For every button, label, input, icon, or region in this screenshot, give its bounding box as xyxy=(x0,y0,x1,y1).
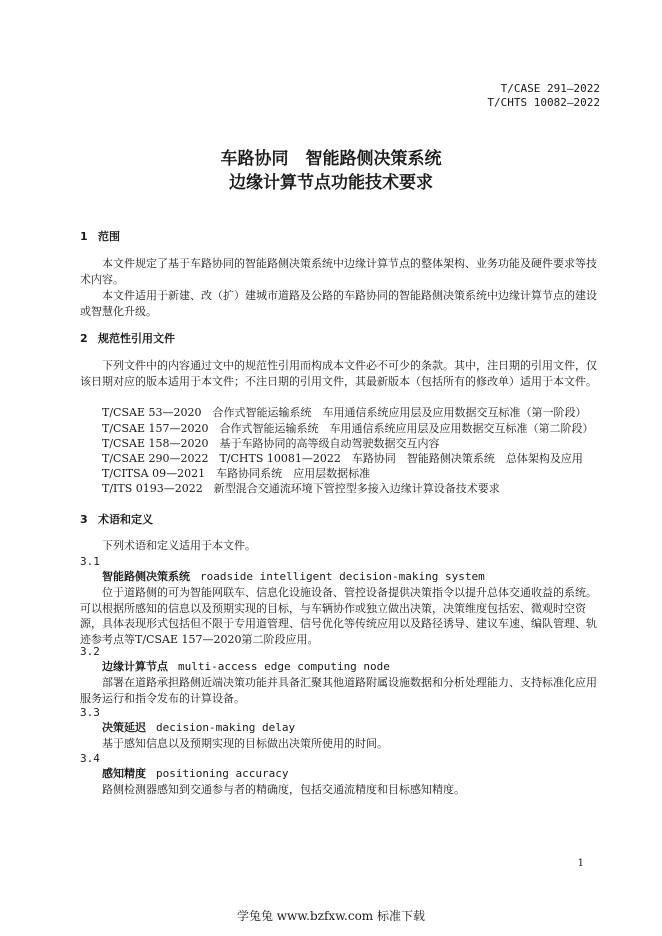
reference-item: T/CSAE 157—2020 合作式智能运输系统 车用通信系统应用层及应用数据交互标准（第二阶段） xyxy=(102,422,594,435)
term-chinese: 决策延迟 xyxy=(102,721,146,734)
term-entry xyxy=(102,570,485,584)
section-title: 术语和定义 xyxy=(98,513,153,526)
reference-item: T/ITS 0193—2022 新型混合交通流环境下管控型多接入边缘计算设备技术要求 xyxy=(102,482,500,495)
section-3-heading xyxy=(80,513,153,527)
section-number: 3 xyxy=(80,513,88,526)
reference-item: T/CITSA 09—2021 车路协同系统 应用层数据标准 xyxy=(102,467,371,480)
reference-item: T/CSAE 53—2020 合作式智能运输系统 车用通信系统应用层及应用数据交互标准（第一阶段） xyxy=(102,406,587,419)
section-3-intro: 下列术语和定义适用于本文件。 xyxy=(102,539,256,552)
section-2-intro: 下列文件中的内容通过文中的规范性引用而构成本文件必不可少的条款。其中，注日期的引用文件，仅该日期对应的版本适用于本文件；不注日期的引用文件，其最新版本（包括所有的修改单）适用于本文件。 xyxy=(80,359,597,388)
term-english: multi-access edge computing node xyxy=(178,660,390,673)
section-2-heading xyxy=(80,332,175,346)
standard-number-chts: T/CHTS 10082—2022 xyxy=(487,96,600,109)
section-number: 1 xyxy=(80,230,88,243)
term-definition: 路侧检测器感知到交通参与者的精确度，包括交通流精度和目标感知精度。 xyxy=(102,783,465,796)
standard-number-case: T/CASE 291—2022 xyxy=(500,82,600,95)
section-number: 2 xyxy=(80,332,88,345)
term-chinese: 边缘计算节点 xyxy=(102,660,168,673)
reference-item: T/CSAE 290—2022 T/CHTS 10081—2022 车路协同 智能路侧决策系统 总体架构及应用 xyxy=(102,452,583,465)
page-number: 1 xyxy=(577,858,584,869)
section-1-heading xyxy=(80,230,120,244)
term-definition: 位于道路侧的可为智能网联车、信息化设施设备、管控设备提供决策指令以提升总体交通收益的系统。可以根据所感知的信息以及预期实现的目标，与车辆协作或独立做出决策，决策维度包括宏、微观时空资源，具体表现形式包括但不限于专用道管理、信号优化等传统应用以及路径诱导、建议车速、编队管理、轨迹参考点等T/CSAE 157—2020第二阶段应用。 xyxy=(80,586,597,646)
section-1-paragraph-2: 本文件适用于新建、改（扩）建城市道路及公路的车路协同的智能路侧决策系统中边缘计算节点的建设或智慧化升级。 xyxy=(80,289,597,318)
term-entry xyxy=(102,721,295,735)
term-number: 3.2 xyxy=(80,645,100,658)
term-definition: 部署在道路承担路侧近端决策功能并具备汇聚其他道路附属设施数据和分析处理能力、支持标准化应用服务运行和指令发布的计算设备。 xyxy=(80,676,597,705)
section-title: 规范性引用文件 xyxy=(98,332,175,345)
term-english: roadside intelligent decision-making system xyxy=(200,570,485,583)
term-entry xyxy=(102,660,390,674)
term-entry xyxy=(102,767,288,781)
term-chinese: 感知精度 xyxy=(102,767,146,780)
term-number: 3.3 xyxy=(80,706,100,719)
footer-watermark-link[interactable]: 学兔兔 www.bzfxw.com 标准下载 xyxy=(236,909,426,923)
term-definition: 基于感知信息以及预期实现的目标做出决策所使用的时间。 xyxy=(102,737,388,750)
section-title: 范围 xyxy=(98,230,120,243)
reference-item: T/CSAE 158—2020 基于车路协同的高等级自动驾驶数据交互内容 xyxy=(102,437,440,450)
term-english: decision-making delay xyxy=(156,721,296,734)
section-1-paragraph-1: 本文件规定了基于车路协同的智能路侧决策系统中边缘计算节点的整体架构、业务功能及硬件要求等技术内容。 xyxy=(80,257,597,286)
term-number: 3.1 xyxy=(80,555,100,568)
term-number: 3.4 xyxy=(80,752,100,765)
term-chinese: 智能路侧决策系统 xyxy=(102,570,190,583)
term-english: positioning accuracy xyxy=(156,767,289,780)
document-title-line2: 边缘计算节点功能技术要求 xyxy=(229,173,433,193)
document-title-line1: 车路协同 智能路侧决策系统 xyxy=(220,149,442,169)
